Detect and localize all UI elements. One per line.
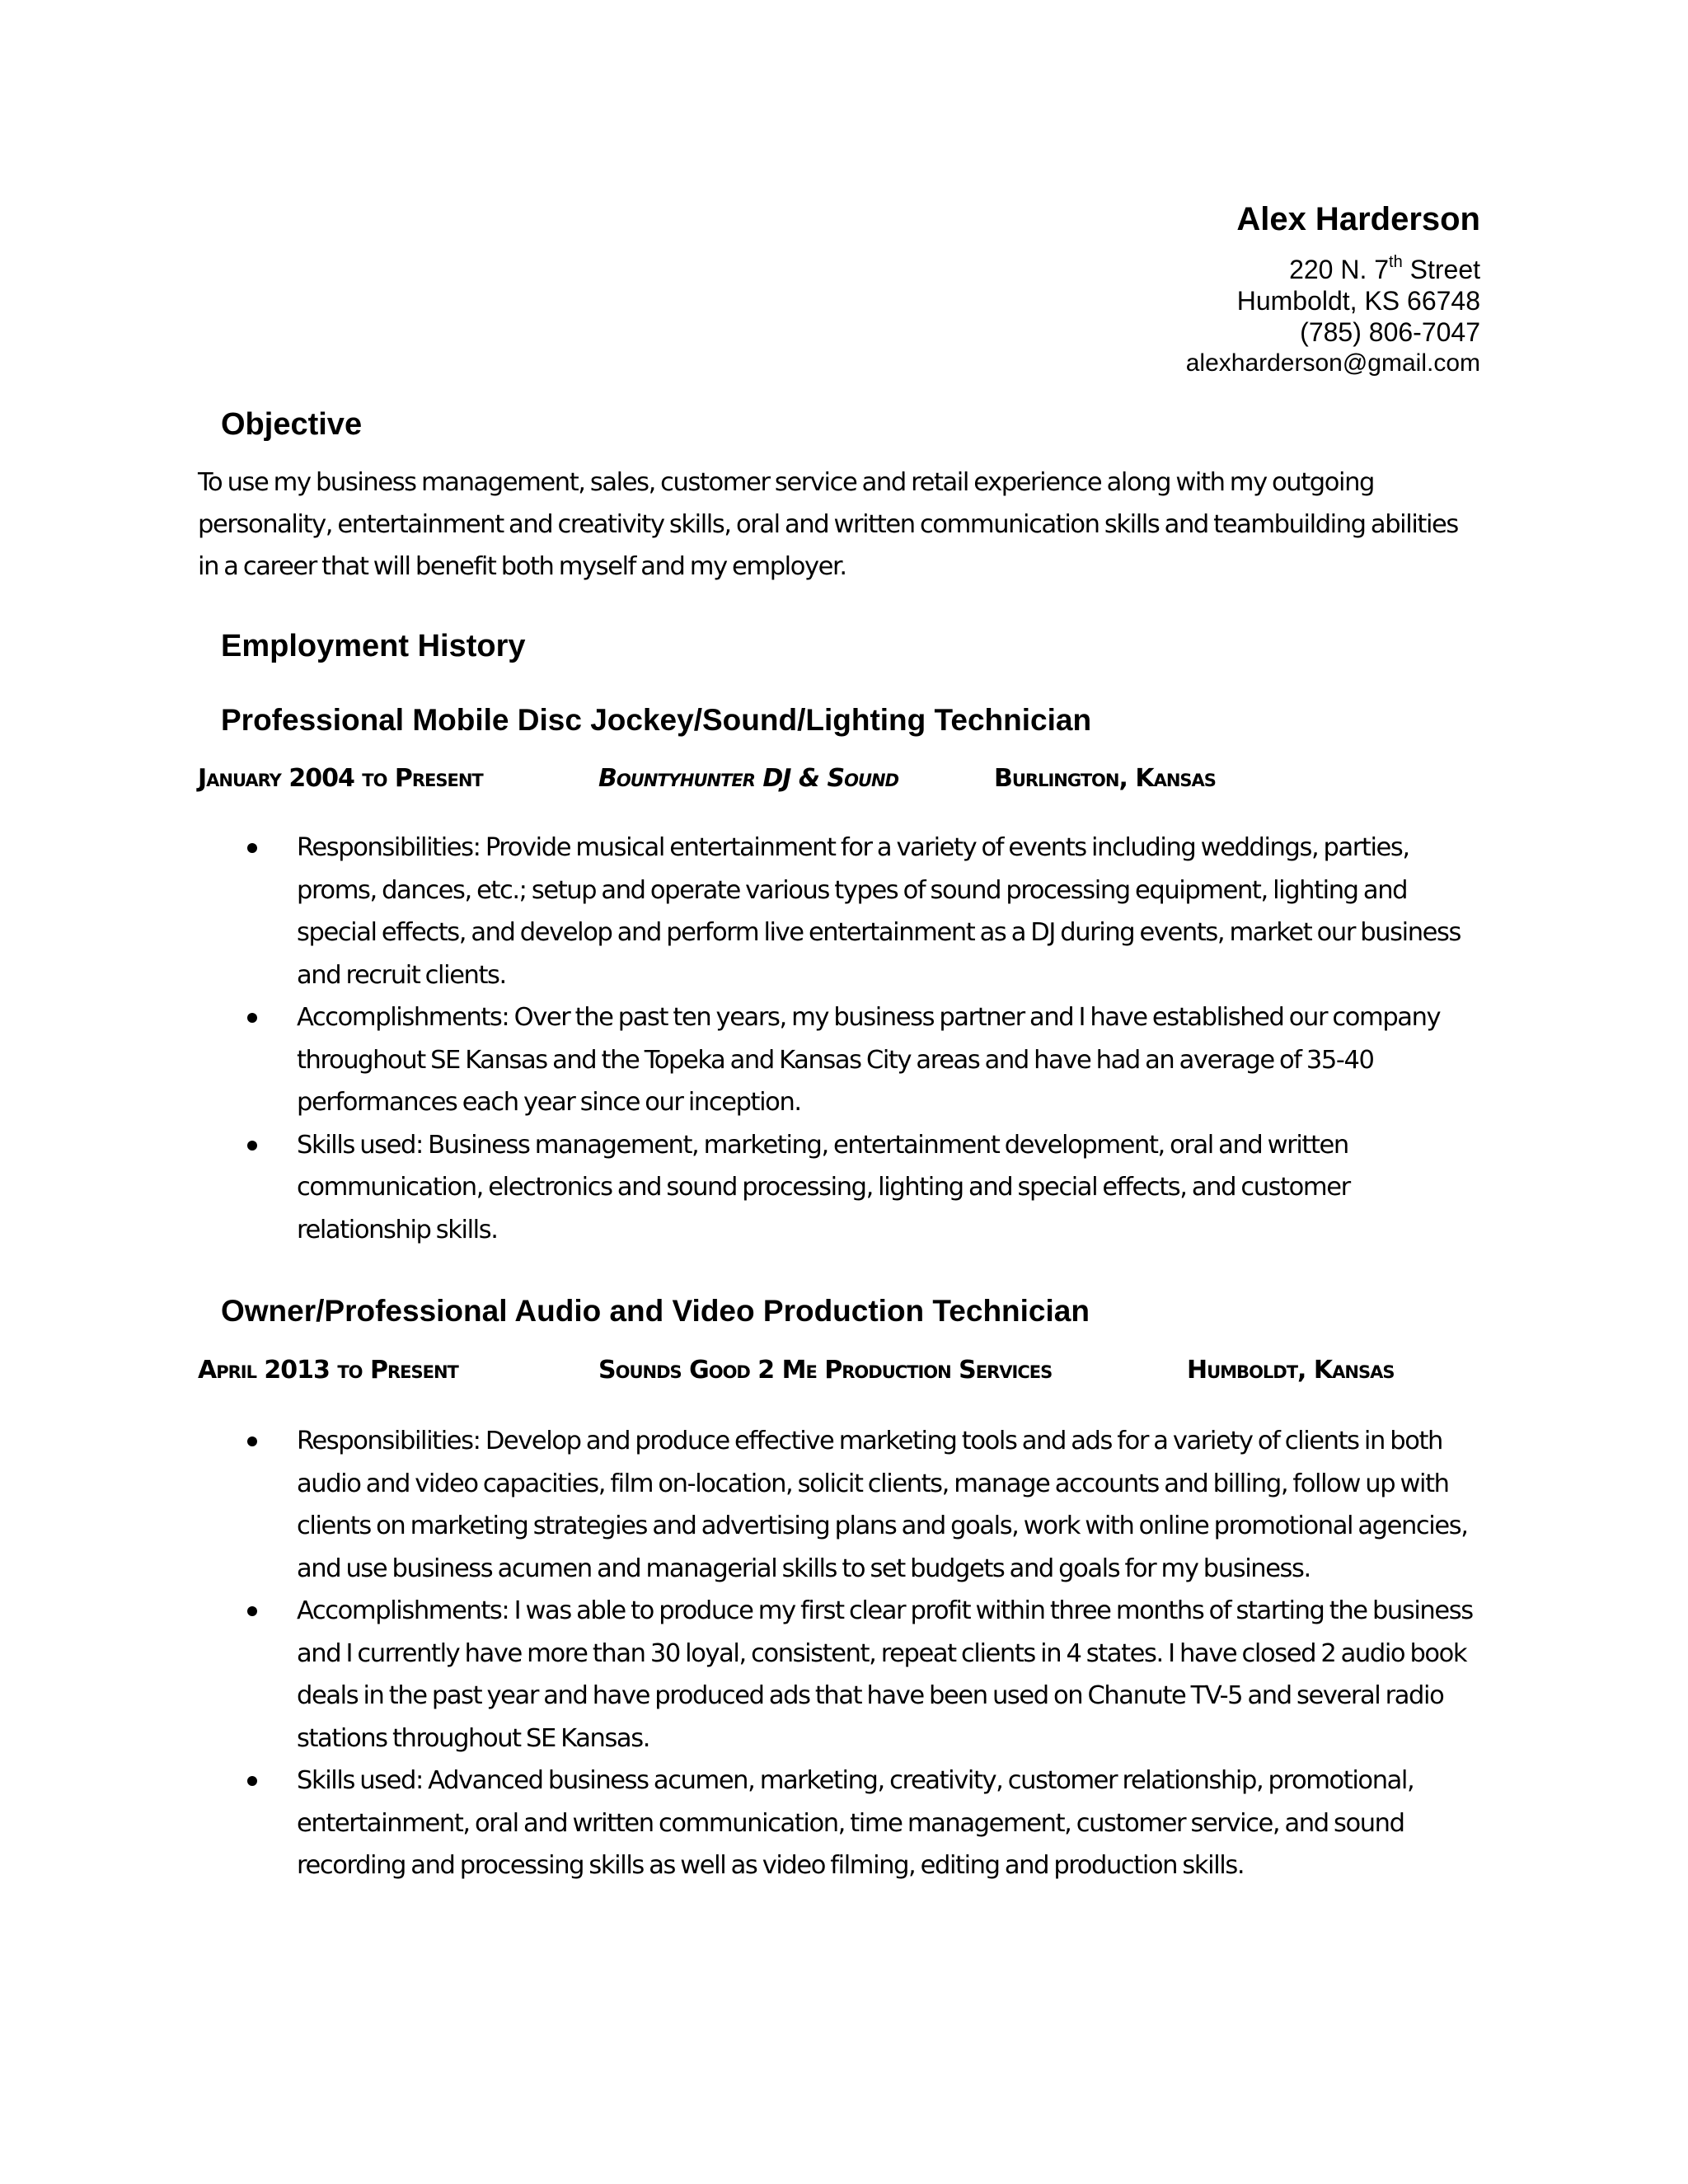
job-location: Humboldt, Kansas — [1187, 1356, 1395, 1385]
email-address: alexharderson@gmail.com — [1185, 349, 1480, 377]
objective-text: To use my business management, sales, customer service and retail experience along with my outgoing personality, entertainment and creativity skills, oral and written communication skills and teambuilding abilities in a career that will benefit both myself and my employer. — [198, 468, 1458, 581]
phone-number: (785) 806-7047 — [1300, 317, 1480, 347]
street-address — [1186, 254, 1480, 285]
job-bullet-list — [244, 1420, 1489, 1887]
job-location: Burlington, Kansas — [994, 764, 1216, 793]
list-item — [244, 1420, 1489, 1590]
job-company: Bountyhunter DJ & Sound — [598, 764, 898, 793]
street-number: 220 N. 7 — [1289, 255, 1390, 284]
street-name: Street — [1402, 255, 1480, 284]
objective-heading: Objective — [221, 407, 363, 442]
bullet-icon — [247, 1436, 257, 1446]
job-dates: April 2013 to Present — [198, 1356, 458, 1385]
list-item — [244, 1124, 1489, 1252]
job-dates: January 2004 to Present — [198, 764, 483, 793]
city-state-zip: Humboldt, KS 66748 — [1236, 286, 1480, 316]
bullet-text: Skills used: Advanced business acumen, marketing, creativity, customer relationship, promotional, entertainment, oral and written communication, time management, customer service, and sound recording and processing skills as well as video filming, editing and production skills. — [297, 1766, 1414, 1880]
list-item — [244, 827, 1489, 996]
bullet-icon — [247, 1606, 257, 1616]
list-item — [244, 996, 1489, 1124]
candidate-name: Alex Harderson — [1236, 201, 1480, 237]
list-item — [244, 1760, 1489, 1887]
bullet-icon — [247, 1141, 257, 1151]
street-ordinal: th — [1389, 253, 1403, 271]
bullet-icon — [247, 843, 257, 853]
bullet-text: Responsibilities: Develop and produce effective marketing tools and ads for a variety of clients in both audio and video capacities, film on-location, solicit clients, manage accounts and billing, follow up with clients on marketing strategies and advertising plans and goals, work with online promotional agencies, and use business acumen and managerial skills to set budgets and goals for my business. — [297, 1427, 1468, 1583]
job-bullet-list — [244, 827, 1489, 1251]
job-meta — [198, 1354, 1484, 1387]
employment-history-heading: Employment History — [221, 629, 526, 663]
bullet-icon — [247, 1013, 257, 1023]
contact-header — [1186, 196, 1480, 379]
job-meta — [198, 762, 1484, 795]
bullet-text: Accomplishments: I was able to produce my first clear profit within three months of starting the business and I currently have more than 30 loyal, consistent, repeat clients in 4 states. I have closed 2 audio book deals in the past year and have produced ads that have been used on Chanute TV-5 and several radio stations throughout SE Kansas. — [297, 1596, 1473, 1753]
job-company: Sounds Good 2 Me Production Services — [598, 1356, 1053, 1385]
bullet-icon — [247, 1776, 257, 1786]
job-title: Owner/Professional Audio and Video Production Technician — [221, 1294, 1090, 1328]
list-item — [244, 1590, 1489, 1760]
bullet-text: Skills used: Business management, marketing, entertainment development, oral and written communication, electronics and sound processing, lighting and special effects, and customer relationship skills. — [297, 1130, 1350, 1244]
job-title: Professional Mobile Disc Jockey/Sound/Lighting Technician — [221, 703, 1092, 737]
bullet-text: Responsibilities: Provide musical entertainment for a variety of events including weddings, parties, proms, dances, etc.; setup and operate various types of sound processing equipment, lighting and special effects, and develop and perform live entertainment as a DJ during events, market our business and recruit clients. — [297, 833, 1461, 990]
bullet-text: Accomplishments: Over the past ten years, my business partner and I have established our company throughout SE Kansas and the Topeka and Kansas City areas and have had an average of 35-40 performances each year since our inception. — [297, 1003, 1441, 1117]
